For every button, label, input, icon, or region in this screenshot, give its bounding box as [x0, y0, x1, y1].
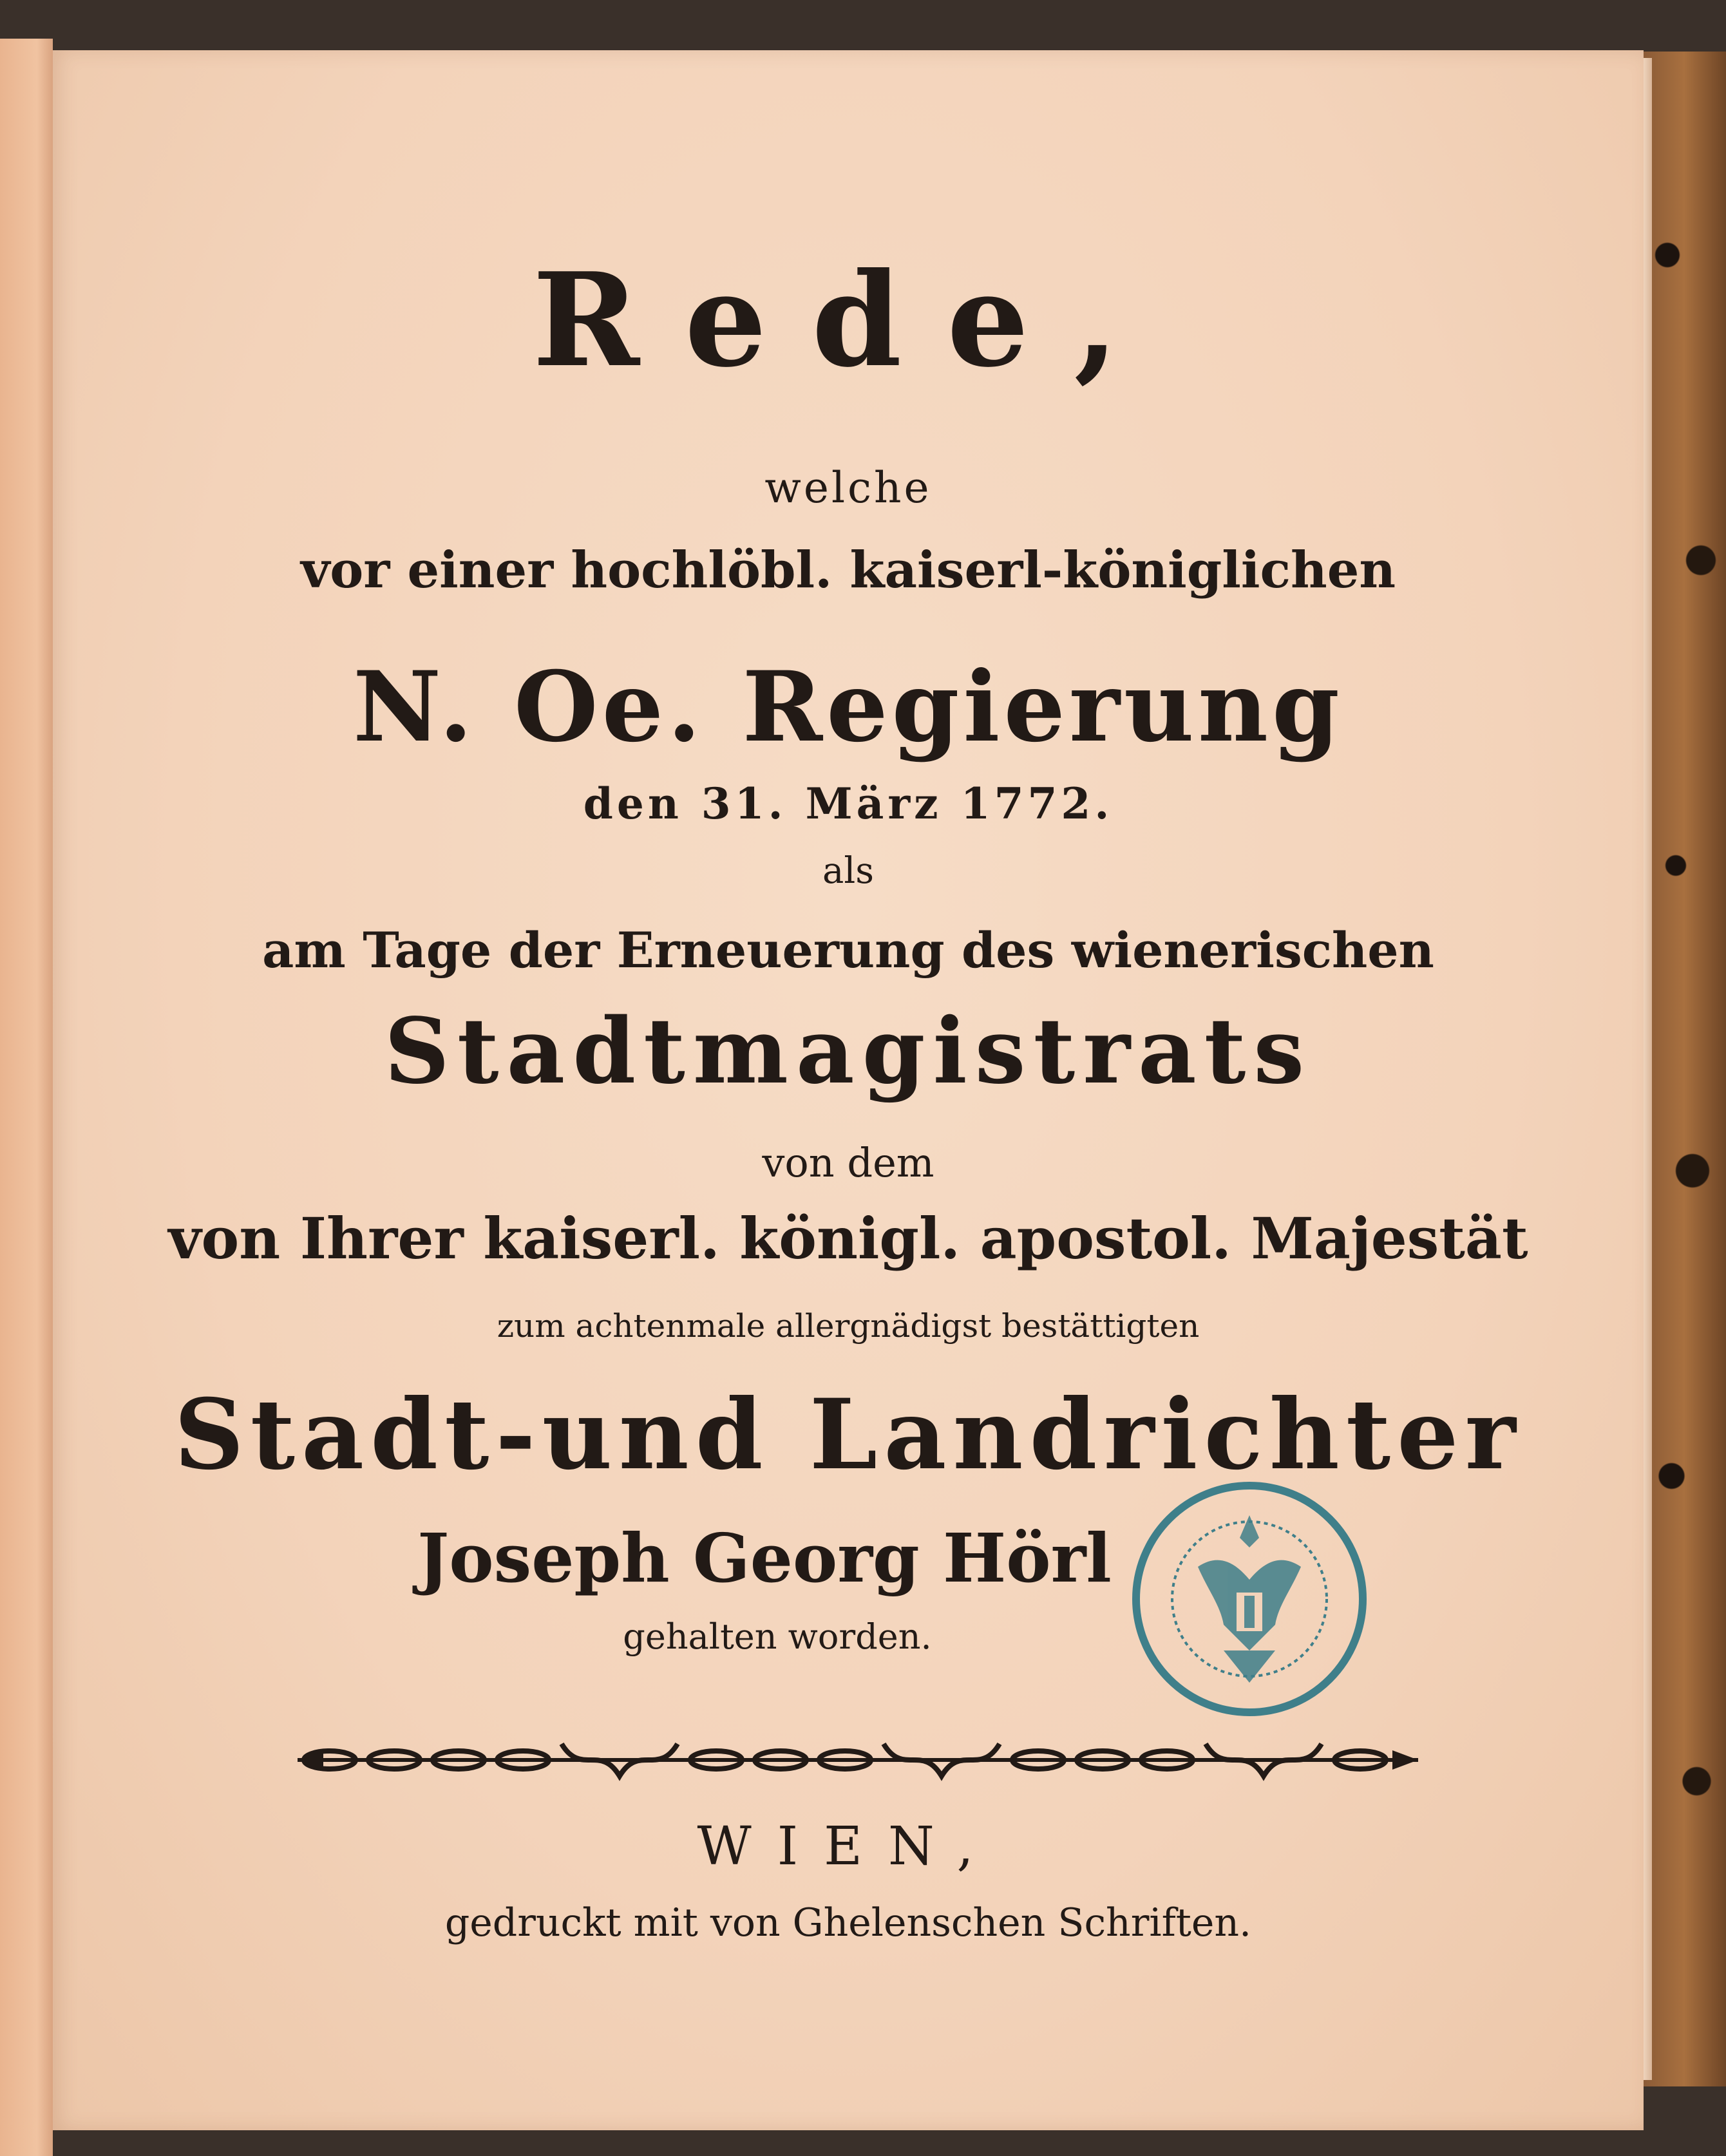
library-stamp-icon — [1127, 1477, 1372, 1721]
imprint-place: WIEN, — [697, 1816, 1000, 1877]
facing-page-edge — [0, 39, 53, 2156]
line-richter: Stadt-und Landrichter — [174, 1378, 1522, 1491]
line-von-dem: von dem — [762, 1139, 934, 1186]
imprint-printer: gedruckt mit von Ghelenschen Schriften. — [444, 1900, 1252, 1945]
line-gehalten: gehalten worden. — [623, 1616, 932, 1657]
line-als: als — [822, 850, 875, 892]
marbled-cover — [1642, 52, 1726, 2086]
chain-ornament-icon — [291, 1737, 1425, 1782]
line-tage: am Tage der Erneuerung des wienerischen — [262, 922, 1434, 979]
line-majestaet: von Ihrer kaiserl. königl. apostol. Majestät — [168, 1205, 1528, 1272]
line-zum: zum achtenmale allergnädigst bestättigten — [497, 1307, 1200, 1345]
title-page-text — [53, 50, 1644, 2130]
line-stadtmagistrats: Stadtmagistrats — [384, 999, 1313, 1104]
line-vor: vor einer hochlöbl. kaiserl-königlichen — [300, 541, 1396, 600]
title-page — [53, 50, 1644, 2130]
line-name: Joseph Georg Hörl — [417, 1518, 1112, 1598]
line-welche: welche — [764, 463, 932, 513]
line-regierung: N. Oe. Regierung — [353, 650, 1343, 764]
main-title: Rede, — [532, 245, 1164, 396]
line-date: den 31. März 1772. — [583, 779, 1114, 829]
